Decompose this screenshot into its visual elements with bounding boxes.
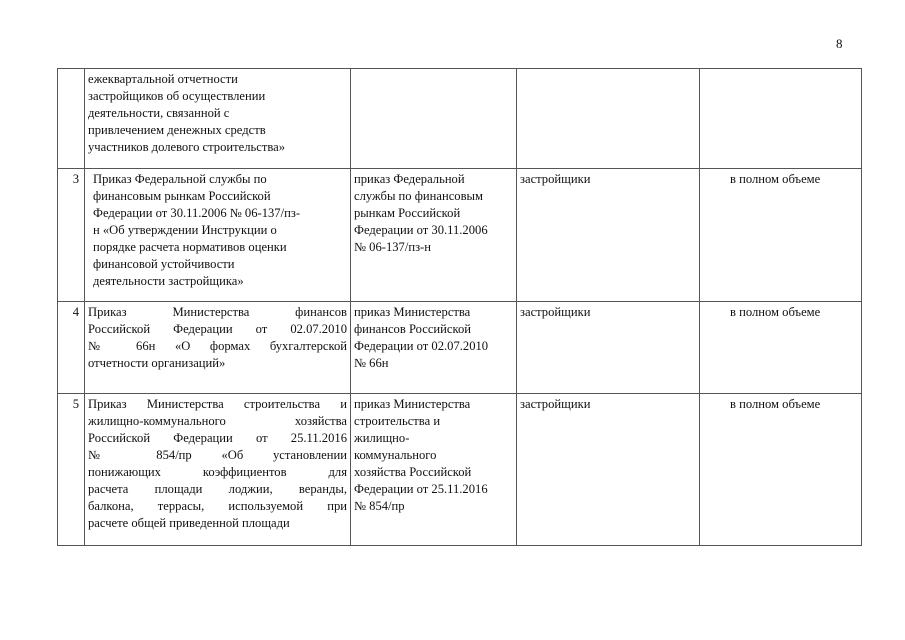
scope-cell: [700, 69, 862, 169]
scope-cell: в полном объеме: [700, 169, 862, 302]
row-number: 4: [58, 302, 85, 394]
document-line: финансов Российской: [354, 322, 472, 336]
act-name-line: Федерации от 30.11.2006 № 06-137/пз-: [93, 206, 301, 220]
act-name-line: участников долевого строительства»: [88, 140, 285, 154]
act-name-line: № 66н «О формах бухгалтерской: [88, 339, 347, 353]
subjects-cell: застройщики: [517, 394, 700, 546]
act-name-cell: [85, 69, 351, 169]
table-row: [58, 169, 862, 302]
act-name-line: понижающих коэффициентов для: [88, 465, 347, 479]
act-name-line: деятельности, связанной с: [88, 106, 230, 120]
row-number: 5: [58, 394, 85, 546]
act-name-line: порядке расчета нормативов оценки: [93, 240, 287, 254]
row-number: 3: [58, 169, 85, 302]
act-name-line: финансовой устойчивости: [93, 257, 235, 271]
subjects-cell: застройщики: [517, 169, 700, 302]
act-name-line: расчете общей приведенной площади: [88, 516, 290, 530]
document-line: приказ Министерства: [354, 305, 471, 319]
act-name-line: застройщиков об осуществлении: [88, 89, 266, 103]
document-cell: [351, 69, 517, 169]
document-line: Федерации от 02.07.2010: [354, 339, 489, 353]
act-name-cell: [85, 169, 351, 302]
document-line: приказ Федеральной: [354, 172, 465, 186]
act-name-cell: [85, 394, 351, 546]
page-number: 8: [836, 36, 843, 51]
act-name-line: № 854/пр «Об установлении: [88, 448, 347, 462]
subjects-cell: застройщики: [517, 302, 700, 394]
act-name-line: отчетности организаций»: [88, 356, 226, 370]
table-row: [58, 302, 862, 394]
document-line: строительства и: [354, 414, 441, 428]
document-line: № 66н: [354, 356, 389, 370]
act-name-line: деятельности застройщика»: [93, 274, 244, 288]
act-name-line: Приказ Министерства финансов: [88, 305, 347, 319]
table-row: [58, 69, 862, 169]
document-cell: [351, 394, 517, 546]
act-name-cell: [85, 302, 351, 394]
document-line: рынкам Российской: [354, 206, 461, 220]
requirements-table: [57, 68, 862, 546]
act-name-line: финансовым рынкам Российской: [93, 189, 271, 203]
document-line: хозяйства Российской: [354, 465, 472, 479]
act-name-line: ежеквартальной отчетности: [88, 72, 238, 86]
act-name-line: балкона, террасы, используемой при: [88, 499, 347, 513]
document-line: коммунального: [354, 448, 437, 462]
act-name-line: жилищно-коммунального хозяйства: [88, 414, 347, 428]
act-name-line: Приказ Федеральной службы по: [93, 172, 267, 186]
act-name-line: Российской Федерации от 25.11.2016: [88, 431, 347, 445]
document-line: № 06-137/пз-н: [354, 240, 431, 254]
subjects-cell: [517, 69, 700, 169]
document-cell: [351, 169, 517, 302]
document-line: жилищно-: [354, 431, 410, 445]
act-name-line: привлечением денежных средств: [88, 123, 266, 137]
act-name-line: Приказ Министерства строительства и: [88, 397, 347, 411]
scope-cell: в полном объеме: [700, 394, 862, 546]
act-name-line: н «Об утверждении Инструкции о: [93, 223, 277, 237]
scope-cell: в полном объеме: [700, 302, 862, 394]
act-name-line: расчета площади лоджии, веранды,: [88, 482, 347, 496]
document-line: приказ Министерства: [354, 397, 471, 411]
act-name-line: Российской Федерации от 02.07.2010: [88, 322, 347, 336]
document-line: службы по финансовым: [354, 189, 483, 203]
document-line: Федерации от 30.11.2006: [354, 223, 488, 237]
row-number: [58, 69, 85, 169]
document-line: Федерации от 25.11.2016: [354, 482, 488, 496]
document-cell: [351, 302, 517, 394]
table-row: [58, 394, 862, 546]
document-line: № 854/пр: [354, 499, 405, 513]
